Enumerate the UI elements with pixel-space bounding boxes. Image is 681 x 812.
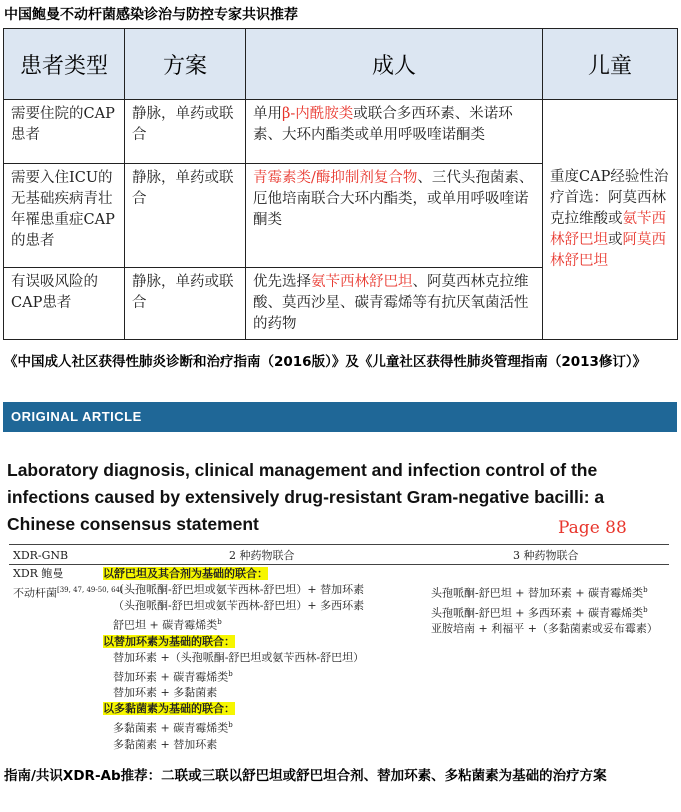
table-row <box>4 100 678 164</box>
regimen-item: 替加环素 +（头孢哌酮-舒巴坦或氨苄西林-舒巴坦） <box>113 650 365 664</box>
highlight-drug: 氨苄西林舒巴坦 <box>550 211 666 248</box>
adult-text: 、阿莫西林克拉维酸、莫西沙星、碳青霉烯等有抗厌氧菌活性的药物 <box>253 274 529 332</box>
route-cell: 静脉，单药或联合 <box>125 268 246 340</box>
footnote-marker: b <box>643 605 648 614</box>
child-text: 重度CAP经验性治疗首选：阿莫西林克拉维酸或 <box>550 169 669 227</box>
adult-text: 优先选择 <box>253 274 311 290</box>
guideline-table <box>3 28 678 340</box>
table-header-row <box>4 29 678 100</box>
adult-cell <box>246 100 543 164</box>
col-header-two-drug: 2 种药物联合 <box>229 549 295 562</box>
table-top-rule <box>9 544 669 545</box>
header-adult: 成人 <box>246 29 543 100</box>
article-excerpt <box>3 402 677 754</box>
article-banner: ORIGINAL ARTICLE <box>3 402 677 432</box>
adult-text: 单用 <box>253 106 282 122</box>
col-header-organism: XDR-GNB <box>13 549 69 562</box>
child-text: 或 <box>608 232 623 248</box>
page-number: Page 88 <box>558 518 627 538</box>
regimen-item: 替加环素 + 碳青霉烯类$^b$ <box>113 669 233 684</box>
organism-line: XDR 鲍曼 <box>13 567 64 580</box>
regimen-item: 替加环素 + 多黏菌素 <box>113 686 218 700</box>
footnote-marker: b <box>217 618 222 626</box>
header-regimen: 方案 <box>125 29 246 100</box>
patient-cell: 有误吸风险的CAP患者 <box>4 268 125 340</box>
organism-line: 不动杆菌[39, 47, 49-50, 64] <box>13 586 123 600</box>
regimen-item: （头孢哌酮-舒巴坦或氨苄西林-舒巴坦）+ 替加环素 <box>113 583 365 596</box>
route-cell: 静脉，单药或联合 <box>125 164 246 268</box>
regimen-item: 头孢哌酮-舒巴坦 + 多西环素 + 碳青霉烯类$^b$ <box>431 605 648 620</box>
highlight-drug: 氨苄西林舒巴坦 <box>311 274 413 290</box>
highlight-drug: 阿莫西林舒巴坦 <box>550 232 666 269</box>
footnote-marker: b <box>228 669 233 678</box>
three-drug-column <box>431 582 671 637</box>
adult-cell <box>246 268 543 340</box>
article-title: Laboratory diagnosis, clinical management and infection control of the infections caused by extensively drug-resistant Gram-negative bacilli: a Chinese consensus statement <box>7 460 605 534</box>
regimen-item: （头孢哌酮-舒巴坦或氨苄西林-舒巴坦）+ 多西环素 <box>113 599 365 612</box>
adult-text: 、三代头孢菌素、厄他培南联合大环内酯类，或单用呼吸喹诺酮类 <box>253 170 534 228</box>
regimen-item: 多黏菌素 + 碳青霉烯类$^b$ <box>113 721 233 735</box>
source-citation: 《中国成人社区获得性肺炎诊断和治疗指南（2016版）》及《儿童社区获得性肺炎管理指南（2013修订）》 <box>4 354 647 370</box>
highlight-drug: β-内酰胺类 <box>282 106 354 122</box>
regimen-item: 舒巴坦 + 碳青霉烯类$^b$ <box>113 618 222 632</box>
page-title: 中国鲍曼不动杆菌感染诊治与防控专家共识推荐 <box>4 7 298 23</box>
child-cell <box>543 100 678 340</box>
patient-cell: 需要住院的CAP患者 <box>4 100 125 164</box>
regimen-item: 亚胺培南 + 利福平 +（多黏菌素或妥布霉素） <box>431 622 658 636</box>
group-label: 以多黏菌素为基础的联合： <box>103 702 235 716</box>
adult-text: 或联合多西环素、米诺环素、大环内酯类或单用呼吸喹诺酮类 <box>253 106 513 143</box>
header-patient-type: 患者类型 <box>4 29 125 100</box>
footnote-marker: b <box>643 586 648 594</box>
header-rule <box>9 564 669 565</box>
group-label: 以舒巴坦及其合剂为基础的联合： <box>103 567 268 580</box>
adult-cell <box>246 164 543 268</box>
group-label: 以替加环素为基础的联合： <box>103 634 235 648</box>
col-header-three-drug: 3 种药物联合 <box>513 549 579 562</box>
patient-cell: 需要入住ICU的无基础疾病青壮年罹患重症CAP的患者 <box>4 164 125 268</box>
regimen-item: 头孢哌酮-舒巴坦 + 替加环素 + 碳青霉烯类$^b$ <box>431 586 648 600</box>
route-cell: 静脉，单药或联合 <box>125 100 246 164</box>
two-drug-column <box>103 566 433 753</box>
regimen-item: 多黏菌素 + 替加环素 <box>113 737 218 751</box>
recommendation-summary: 指南/共识XDR-Ab推荐：二联或三联以舒巴坦或舒巴坦合剂、替加环素、多粘菌素为基础的治疗方案 <box>4 768 607 784</box>
header-child: 儿童 <box>543 29 678 100</box>
footnote-marker: b <box>228 721 233 730</box>
highlight-drug: 青霉素类/酶抑制剂复合物 <box>253 170 418 186</box>
reference-marker: [39, 47, 49-50, 64] <box>57 586 123 594</box>
